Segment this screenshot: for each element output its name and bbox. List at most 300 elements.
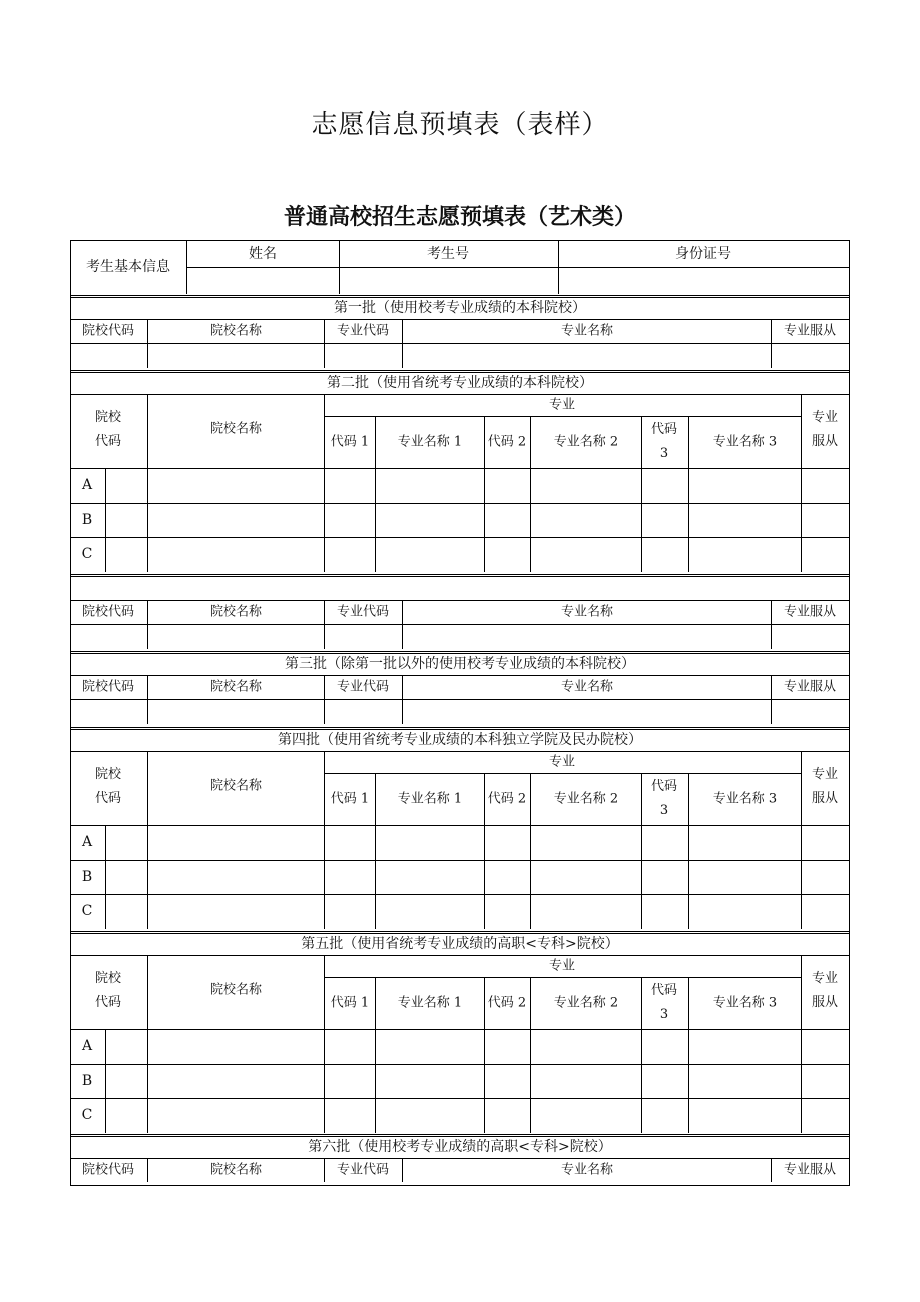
school-name-header: 院校名称 — [209, 679, 263, 695]
choice-cell[interactable] — [107, 505, 145, 536]
choice-cell[interactable] — [643, 539, 686, 570]
choice-cell[interactable] — [107, 862, 145, 893]
grid-line — [688, 1064, 689, 1099]
school-code-header — [95, 406, 121, 454]
code1-header: 代码 1 — [330, 995, 370, 1011]
obey-header — [812, 406, 838, 454]
grid-line — [105, 503, 106, 538]
batch-5-title: 第五批（使用省统考专业成绩的高职<专科>院校） — [301, 936, 619, 952]
grid-line — [530, 773, 531, 825]
grid-line — [402, 1158, 403, 1182]
grid-line — [641, 503, 642, 538]
grid-line — [641, 1064, 642, 1099]
choice-cell[interactable] — [377, 1031, 482, 1062]
grid-line — [530, 825, 531, 860]
grid-line — [801, 825, 802, 860]
basic-info-label: 考生基本信息 — [86, 259, 170, 275]
grid-line — [484, 1098, 485, 1133]
grid-line — [70, 537, 849, 538]
choice-cell[interactable] — [532, 539, 639, 570]
choice-cell[interactable] — [643, 1100, 686, 1131]
batch-6-title: 第六批（使用校考专业成绩的高职<专科>院校） — [308, 1139, 612, 1155]
school-name-header: 院校名称 — [209, 604, 263, 620]
grid-line — [375, 860, 376, 895]
choice-cell[interactable] — [803, 1066, 847, 1097]
name-input[interactable] — [188, 269, 337, 292]
grid-line — [324, 1098, 325, 1133]
grid-line — [147, 468, 148, 503]
batch-2-title: 第二批（使用省统考专业成绩的本科院校） — [327, 375, 593, 391]
row-label: B — [81, 868, 93, 885]
batch-4-title: 第四批（使用省统考专业成绩的本科独立学院及民办院校） — [278, 732, 642, 748]
page-title: 志愿信息预填表（表样） — [311, 110, 609, 140]
choice-cell[interactable] — [803, 896, 847, 927]
grid-line — [375, 468, 376, 503]
choice-cell[interactable] — [643, 505, 686, 536]
choice-cell[interactable] — [107, 539, 145, 570]
choice-cell[interactable] — [149, 1100, 322, 1131]
grid-line — [641, 1098, 642, 1133]
school-code-header-line1: 院校 — [94, 767, 122, 782]
grid-line — [375, 773, 376, 825]
grid-line — [688, 860, 689, 895]
grid-line — [801, 751, 802, 825]
batch-3-title: 第三批（除第一批以外的使用校考专业成绩的本科院校） — [285, 656, 635, 672]
grid-line — [641, 977, 642, 1029]
choice-cell[interactable] — [532, 862, 639, 893]
grid-line — [375, 537, 376, 572]
code2-header: 代码 2 — [487, 434, 527, 450]
grid-line — [324, 751, 325, 825]
grid-line — [688, 773, 689, 825]
grid-line — [641, 894, 642, 929]
code1-header: 代码 1 — [330, 791, 370, 807]
grid-line — [147, 1064, 148, 1099]
grid-line — [105, 894, 106, 929]
choice-cell[interactable] — [532, 1031, 639, 1062]
grid-line — [324, 1064, 325, 1099]
choice-cell[interactable] — [149, 470, 322, 501]
school-name-header: 院校名称 — [209, 982, 263, 998]
choice-cell[interactable] — [803, 862, 847, 893]
row-label: A — [81, 1038, 93, 1055]
choice-cell[interactable] — [643, 470, 686, 501]
grid-line — [70, 931, 849, 934]
code3-header-line1: 代码 — [650, 779, 678, 794]
grid-line — [324, 394, 325, 468]
grid-line — [147, 1098, 148, 1133]
grid-line — [324, 977, 801, 978]
grid-line — [484, 977, 485, 1029]
choice-cell[interactable] — [326, 827, 373, 858]
grid-line — [801, 503, 802, 538]
row-label: C — [81, 903, 93, 920]
grid-line — [70, 860, 849, 861]
grid-line — [105, 825, 106, 860]
choice-cell[interactable] — [149, 539, 322, 570]
grid-line — [530, 537, 531, 572]
grid-line — [801, 394, 802, 468]
major-name-header: 专业名称 — [560, 323, 614, 339]
major-code-input[interactable] — [326, 701, 400, 722]
major-name-header: 专业名称 — [560, 679, 614, 695]
school-code-header — [95, 967, 121, 1015]
obey-header-line1: 专业 — [811, 971, 839, 986]
grid-line — [688, 894, 689, 929]
grid-line — [375, 416, 376, 468]
grid-line — [147, 860, 148, 895]
school-code-input[interactable] — [72, 626, 145, 647]
major-name-header: 专业名称 — [560, 604, 614, 620]
form-title: 普通高校招生志愿预填表（艺术类） — [283, 204, 636, 230]
choice-cell[interactable] — [486, 1031, 528, 1062]
choice-cell[interactable] — [803, 470, 847, 501]
choice-cell[interactable] — [377, 539, 482, 570]
grid-line — [70, 295, 849, 298]
grid-line — [641, 773, 642, 825]
grid-line — [105, 468, 106, 503]
row-label: A — [81, 477, 93, 494]
choice-cell[interactable] — [486, 1100, 528, 1131]
code2-header: 代码 2 — [487, 791, 527, 807]
obey-input[interactable] — [773, 345, 847, 366]
choice-cell[interactable] — [107, 470, 145, 501]
choice-cell[interactable] — [532, 896, 639, 927]
grid-line — [484, 416, 485, 468]
school-name-input[interactable] — [149, 701, 322, 722]
grid-line — [70, 894, 849, 895]
grid-line — [530, 416, 531, 468]
choice-cell[interactable] — [149, 827, 322, 858]
obey-header — [812, 763, 838, 811]
code3-header-line1: 代码 — [650, 983, 678, 998]
row-label: C — [81, 1107, 93, 1124]
grid-line — [530, 503, 531, 538]
grid-line — [147, 503, 148, 538]
choice-cell[interactable] — [377, 1100, 482, 1131]
school-name-header: 院校名称 — [209, 778, 263, 794]
major-header: 专业 — [548, 754, 576, 770]
choice-cell[interactable] — [326, 896, 373, 927]
choice-cell[interactable] — [377, 862, 482, 893]
grid-line — [530, 1029, 531, 1064]
grid-line — [105, 537, 106, 572]
choice-cell[interactable] — [690, 1031, 799, 1062]
choice-cell[interactable] — [532, 1100, 639, 1131]
choice-cell[interactable] — [149, 862, 322, 893]
grid-line — [484, 468, 485, 503]
choice-cell[interactable] — [326, 1066, 373, 1097]
grid-line — [688, 1098, 689, 1133]
school-name-input[interactable] — [149, 345, 322, 366]
major-code-input[interactable] — [326, 345, 400, 366]
choice-cell[interactable] — [486, 896, 528, 927]
obey-header: 专业服从 — [783, 604, 837, 620]
grid-line — [375, 1064, 376, 1099]
id-no-header: 身份证号 — [675, 246, 731, 262]
grid-line — [530, 860, 531, 895]
grid-line — [70, 675, 849, 676]
name3-header: 专业名称 3 — [712, 791, 778, 807]
choice-cell[interactable] — [326, 1100, 373, 1131]
grid-line — [147, 537, 148, 572]
obey-header-line2: 服从 — [811, 434, 839, 449]
major-code-input[interactable] — [326, 626, 400, 647]
choice-cell[interactable] — [326, 505, 373, 536]
grid-line — [801, 1064, 802, 1099]
choice-cell[interactable] — [107, 827, 145, 858]
code3-header-line2: 3 — [659, 803, 669, 818]
choice-cell[interactable] — [690, 505, 799, 536]
school-code-header-line1: 院校 — [94, 410, 122, 425]
grid-line — [324, 773, 801, 774]
grid-line — [324, 1029, 325, 1064]
row-label: B — [81, 511, 93, 528]
grid-line — [324, 894, 325, 929]
grid-line — [70, 1134, 849, 1137]
grid-line — [530, 894, 531, 929]
choice-cell[interactable] — [803, 539, 847, 570]
grid-line — [530, 977, 531, 1029]
choice-cell[interactable] — [690, 539, 799, 570]
school-code-header: 院校代码 — [81, 323, 135, 339]
grid-line — [70, 319, 849, 320]
school-code-header-line2: 代码 — [94, 995, 122, 1010]
choice-cell[interactable] — [690, 827, 799, 858]
obey-header: 专业服从 — [783, 1162, 837, 1178]
school-code-header: 院校代码 — [81, 679, 135, 695]
choice-cell[interactable] — [486, 862, 528, 893]
obey-header — [812, 967, 838, 1015]
major-name-input[interactable] — [404, 626, 769, 647]
school-code-input[interactable] — [72, 701, 145, 722]
choice-cell[interactable] — [486, 470, 528, 501]
grid-line — [147, 1029, 148, 1064]
school-code-header-line1: 院校 — [94, 971, 122, 986]
grid-line — [324, 825, 325, 860]
school-code-header — [95, 763, 121, 811]
choice-cell[interactable] — [803, 1031, 847, 1062]
code2-header: 代码 2 — [487, 995, 527, 1011]
grid-line — [147, 394, 148, 468]
grid-line — [771, 1158, 772, 1182]
code3-header-line2: 3 — [659, 446, 669, 461]
choice-cell[interactable] — [326, 539, 373, 570]
grid-line — [324, 537, 325, 572]
obey-header-line1: 专业 — [811, 767, 839, 782]
choice-cell[interactable] — [532, 505, 639, 536]
grid-line — [147, 955, 148, 1029]
grid-line — [484, 825, 485, 860]
grid-line — [530, 1064, 531, 1099]
grid-line — [801, 955, 802, 1029]
obey-header-line1: 专业 — [811, 410, 839, 425]
code3-header-line1: 代码 — [650, 422, 678, 437]
grid-line — [801, 1098, 802, 1133]
grid-line — [324, 955, 325, 1029]
grid-line — [70, 825, 849, 826]
grid-line — [801, 537, 802, 572]
grid-line — [688, 977, 689, 1029]
choice-cell[interactable] — [377, 505, 482, 536]
row-label: A — [81, 834, 93, 851]
choice-cell[interactable] — [107, 896, 145, 927]
grid-line — [70, 699, 849, 700]
major-code-header: 专业代码 — [336, 604, 390, 620]
choice-cell[interactable] — [107, 1066, 145, 1097]
row-label: B — [81, 1072, 93, 1089]
grid-line — [147, 1158, 148, 1182]
choice-cell[interactable] — [532, 827, 639, 858]
choice-cell[interactable] — [486, 827, 528, 858]
obey-header-line2: 服从 — [811, 791, 839, 806]
grid-line — [324, 1158, 325, 1182]
grid-line — [70, 343, 849, 344]
code1-header: 代码 1 — [330, 434, 370, 450]
grid-line — [484, 860, 485, 895]
choice-cell[interactable] — [643, 862, 686, 893]
grid-line — [70, 503, 849, 504]
major-name-input[interactable] — [404, 701, 769, 722]
grid-line — [484, 773, 485, 825]
code3-header — [651, 775, 677, 823]
name2-header: 专业名称 2 — [553, 791, 619, 807]
choice-cell[interactable] — [486, 1066, 528, 1097]
grid-line — [70, 624, 849, 625]
grid-line — [147, 825, 148, 860]
grid-line — [801, 860, 802, 895]
grid-line — [484, 1029, 485, 1064]
choice-cell[interactable] — [690, 1100, 799, 1131]
choice-cell[interactable] — [377, 896, 482, 927]
choice-cell[interactable] — [803, 505, 847, 536]
choice-cell[interactable] — [149, 1066, 322, 1097]
name3-header: 专业名称 3 — [712, 995, 778, 1011]
grid-line — [530, 468, 531, 503]
exam-no-header: 考生号 — [427, 246, 469, 262]
grid-line — [70, 955, 849, 956]
exam-no-input[interactable] — [341, 269, 556, 292]
grid-line — [324, 416, 801, 417]
grid-line — [105, 860, 106, 895]
choice-cell[interactable] — [690, 896, 799, 927]
school-code-input[interactable] — [72, 345, 145, 366]
school-code-header-line2: 代码 — [94, 434, 122, 449]
grid-line — [147, 894, 148, 929]
school-code-header: 院校代码 — [81, 604, 135, 620]
obey-input[interactable] — [773, 626, 847, 647]
obey-header: 专业服从 — [783, 679, 837, 695]
choice-cell[interactable] — [149, 1031, 322, 1062]
grid-line — [375, 1029, 376, 1064]
major-code-header: 专业代码 — [336, 323, 390, 339]
grid-line — [324, 860, 325, 895]
choice-cell[interactable] — [643, 1066, 686, 1097]
grid-line — [484, 1064, 485, 1099]
grid-line — [641, 860, 642, 895]
choice-cell[interactable] — [326, 1031, 373, 1062]
choice-cell[interactable] — [377, 1066, 482, 1097]
choice-cell[interactable] — [377, 470, 482, 501]
grid-line — [641, 825, 642, 860]
grid-line — [375, 1098, 376, 1133]
choice-cell[interactable] — [532, 1066, 639, 1097]
grid-line — [70, 394, 849, 395]
school-code-header: 院校代码 — [81, 1162, 135, 1178]
grid-line — [70, 574, 849, 577]
school-name-header: 院校名称 — [209, 1162, 263, 1178]
grid-line — [70, 651, 849, 654]
choice-cell[interactable] — [377, 827, 482, 858]
choice-cell[interactable] — [643, 1031, 686, 1062]
choice-cell[interactable] — [690, 1066, 799, 1097]
grid-line — [530, 1098, 531, 1133]
grid-line — [70, 468, 849, 469]
grid-line — [186, 267, 849, 268]
choice-cell[interactable] — [107, 1031, 145, 1062]
obey-input[interactable] — [773, 701, 847, 722]
grid-line — [641, 1029, 642, 1064]
choice-cell[interactable] — [149, 505, 322, 536]
choice-cell[interactable] — [690, 862, 799, 893]
grid-line — [70, 751, 849, 752]
grid-line — [801, 1029, 802, 1064]
name1-header: 专业名称 1 — [397, 434, 463, 450]
grid-line — [105, 1098, 106, 1133]
choice-cell[interactable] — [643, 827, 686, 858]
code3-header — [651, 979, 677, 1027]
major-header: 专业 — [548, 958, 576, 974]
choice-cell[interactable] — [486, 539, 528, 570]
choice-cell[interactable] — [803, 1100, 847, 1131]
choice-cell[interactable] — [486, 505, 528, 536]
choice-cell[interactable] — [149, 896, 322, 927]
id-no-input[interactable] — [560, 269, 847, 292]
major-name-header: 专业名称 — [560, 1162, 614, 1178]
choice-cell[interactable] — [690, 470, 799, 501]
obey-header: 专业服从 — [783, 323, 837, 339]
grid-line — [105, 1064, 106, 1099]
grid-line — [324, 468, 325, 503]
grid-line — [375, 825, 376, 860]
school-code-header-line2: 代码 — [94, 791, 122, 806]
grid-line — [688, 825, 689, 860]
grid-line — [688, 468, 689, 503]
choice-cell[interactable] — [326, 862, 373, 893]
grid-line — [641, 468, 642, 503]
grid-line — [70, 1029, 849, 1030]
grid-line — [688, 1029, 689, 1064]
choice-cell[interactable] — [107, 1100, 145, 1131]
grid-line — [147, 751, 148, 825]
choice-cell[interactable] — [326, 470, 373, 501]
school-name-header: 院校名称 — [209, 421, 263, 437]
major-header: 专业 — [548, 397, 576, 413]
choice-cell[interactable] — [803, 827, 847, 858]
row-label: C — [81, 546, 93, 563]
choice-cell[interactable] — [643, 896, 686, 927]
name1-header: 专业名称 1 — [397, 791, 463, 807]
grid-line — [688, 503, 689, 538]
school-name-input[interactable] — [149, 626, 322, 647]
major-name-input[interactable] — [404, 345, 769, 366]
choice-cell[interactable] — [532, 470, 639, 501]
grid-line — [375, 894, 376, 929]
grid-line — [70, 727, 849, 730]
code3-header — [651, 418, 677, 466]
grid-line — [375, 977, 376, 1029]
grid-line — [484, 894, 485, 929]
